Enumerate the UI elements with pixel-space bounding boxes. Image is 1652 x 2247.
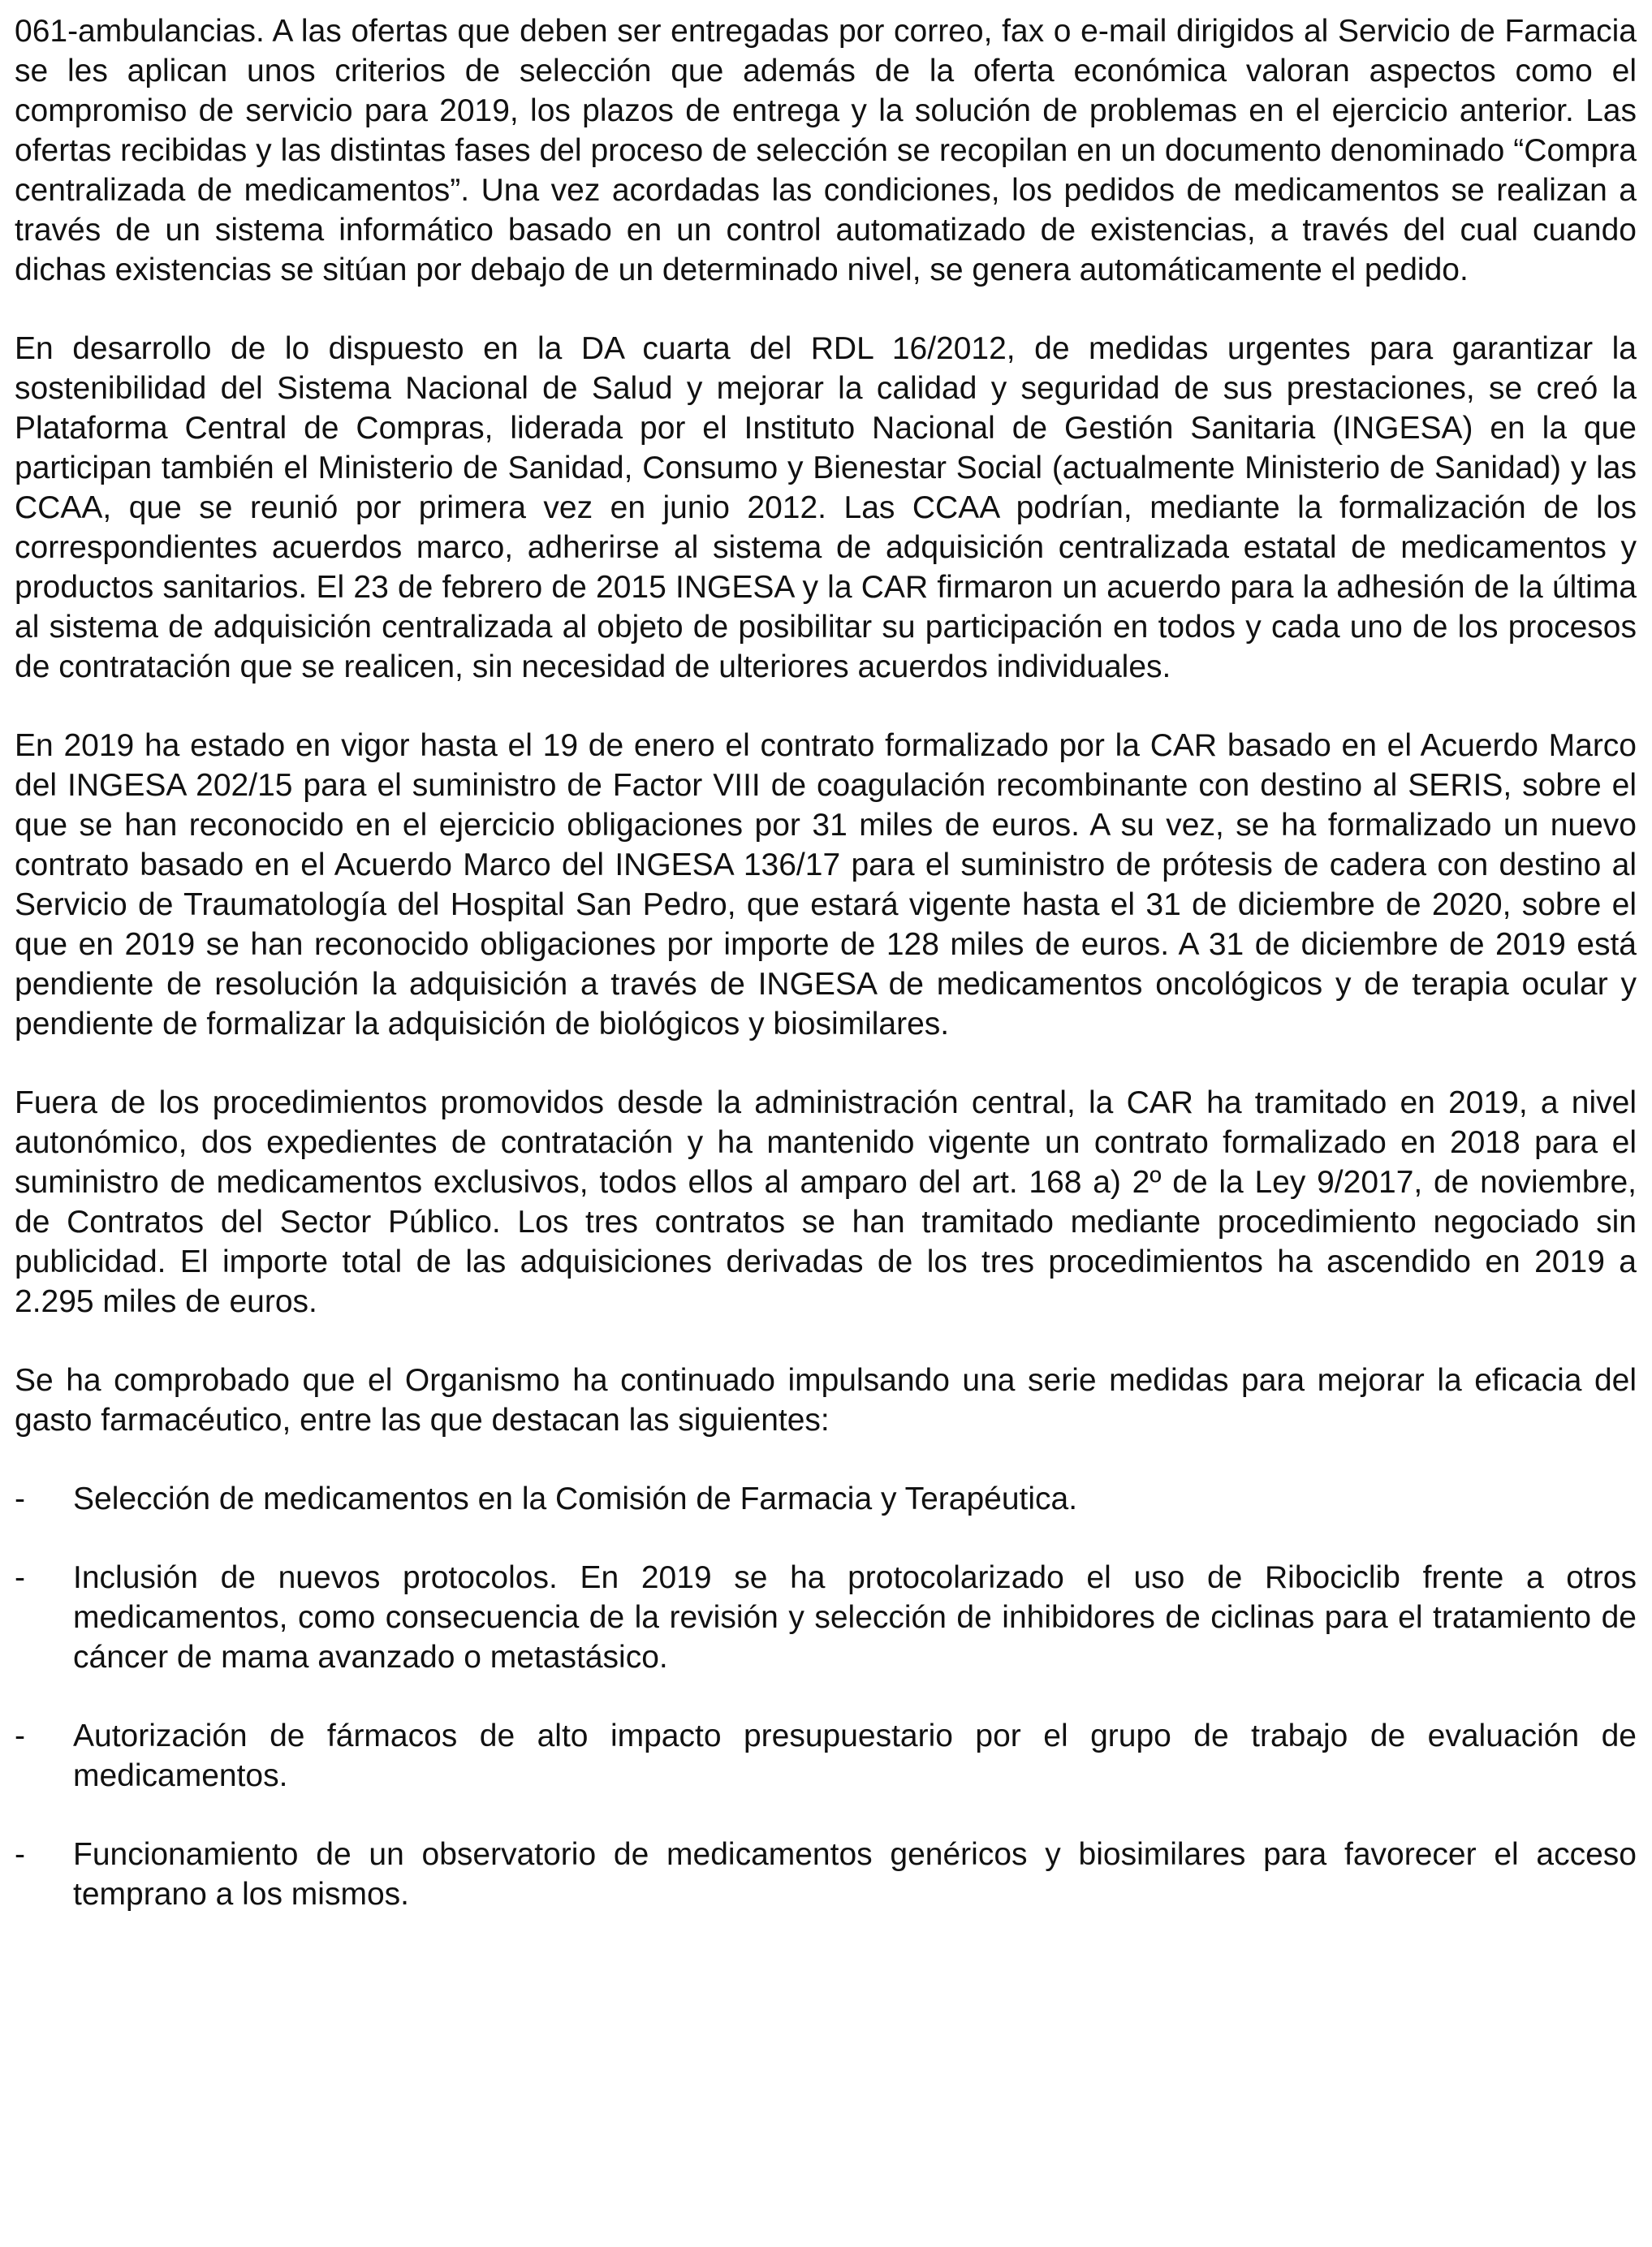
list-item [15,1558,1637,1677]
paragraph-compra-centralizada: 061-ambulancias. A las ofertas que deben ser entregadas por correo, fax o e-mail dirigidos al Servicio de Farmacia se les aplican unos criterios de selección que además de la oferta económica valoran aspectos como el compromiso de servicio para 2019, los plazos de entrega y la solución de problemas en el ejercicio anterior. Las ofertas recibidas y las distintas fases del proceso de selección se recopilan en un documento denominado “Compra centralizada de medicamentos”. Una vez acordadas las condiciones, los pedidos de medicamentos se realizan a través de un sistema informático basado en un control automatizado de existencias, a través del cual cuando dichas existencias se sitúan por debajo de un determinado nivel, se genera automáticamente el pedido. [15,14,1637,287]
paragraph-procedimientos-autonomicos: Fuera de los procedimientos promovidos desde la administración central, la CAR ha tramitado en 2019, a nivel autonómico, dos expedientes de contratación y ha mantenido vigente un contrato formalizado en 2018 para el suministro de medicamentos exclusivos, todos ellos al amparo del art. 168 a) 2º de la Ley 9/2017, de noviembre, de Contratos del Sector Público. Los tres contratos se han tramitado mediante procedimiento negociado sin publicidad. El importe total de las adquisiciones derivadas de los tres procedimientos ha ascendido en 2019 a 2.295 miles de euros. [15,1085,1637,1319]
list-item-text: Inclusión de nuevos protocolos. En 2019 se ha protocolarizado el uso de Ribociclib frente a otros medicamentos, como consecuencia de la revisión y selección de inhibidores de ciclinas para el tratamiento de cáncer de mama avanzado o metastásico. [73,1560,1637,1675]
list-item-text: Selección de medicamentos en la Comisión de Farmacia y Terapéutica. [73,1481,1078,1516]
list-item [15,1835,1637,1914]
paragraph-medidas-intro: Se ha comprobado que el Organismo ha continuado impulsando una serie medidas para mejorar la eficacia del gasto farmacéutico, entre las que destacan las siguientes: [15,1363,1637,1438]
list-item [15,1716,1637,1796]
measures-list [15,1479,1637,1914]
bullet-dash: - [15,1719,25,1753]
bullet-dash: - [15,1560,25,1595]
bullet-dash: - [15,1481,25,1516]
bullet-dash: - [15,1837,25,1872]
list-item-text: Funcionamiento de un observatorio de medicamentos genéricos y biosimilares para favorecer el acceso temprano a los mismos. [73,1837,1637,1912]
document-page [15,11,1637,1914]
paragraph-plataforma-central: En desarrollo de lo dispuesto en la DA cuarta del RDL 16/2012, de medidas urgentes para garantizar la sostenibilidad del Sistema Nacional de Salud y mejorar la calidad y seguridad de sus prestaciones, se creó la Plataforma Central de Compras, liderada por el Instituto Nacional de Gestión Sanitaria (INGESA) en la que participan también el Ministerio de Sanidad, Consumo y Bienestar Social (actualmente Ministerio de Sanidad) y las CCAA, que se reunió por primera vez en junio 2012. Las CCAA podrían, mediante la formalización de los correspondientes acuerdos marco, adherirse al sistema de adquisición centralizada estatal de medicamentos y productos sanitarios. El 23 de febrero de 2015 INGESA y la CAR firmaron un acuerdo para la adhesión de la última al sistema de adquisición centralizada al objeto de posibilitar su participación en todos y cada uno de los procesos de contratación que se realicen, sin necesidad de ulteriores acuerdos individuales. [15,331,1637,684]
list-item [15,1479,1637,1519]
paragraph-contratos-ingesa: En 2019 ha estado en vigor hasta el 19 de enero el contrato formalizado por la CAR basado en el Acuerdo Marco del INGESA 202/15 para el suministro de Factor VIII de coagulación recombinante con destino al SERIS, sobre el que se han reconocido en el ejercicio obligaciones por 31 miles de euros. A su vez, se ha formalizado un nuevo contrato basado en el Acuerdo Marco del INGESA 136/17 para el suministro de prótesis de cadera con destino al Servicio de Traumatología del Hospital San Pedro, que estará vigente hasta el 31 de diciembre de 2020, sobre el que en 2019 se han reconocido obligaciones por importe de 128 miles de euros. A 31 de diciembre de 2019 está pendiente de resolución la adquisición a través de INGESA de medicamentos oncológicos y de terapia ocular y pendiente de formalizar la adquisición de biológicos y biosimilares. [15,728,1637,1042]
list-item-text: Autorización de fármacos de alto impacto presupuestario por el grupo de trabajo de evaluación de medicamentos. [73,1719,1637,1793]
